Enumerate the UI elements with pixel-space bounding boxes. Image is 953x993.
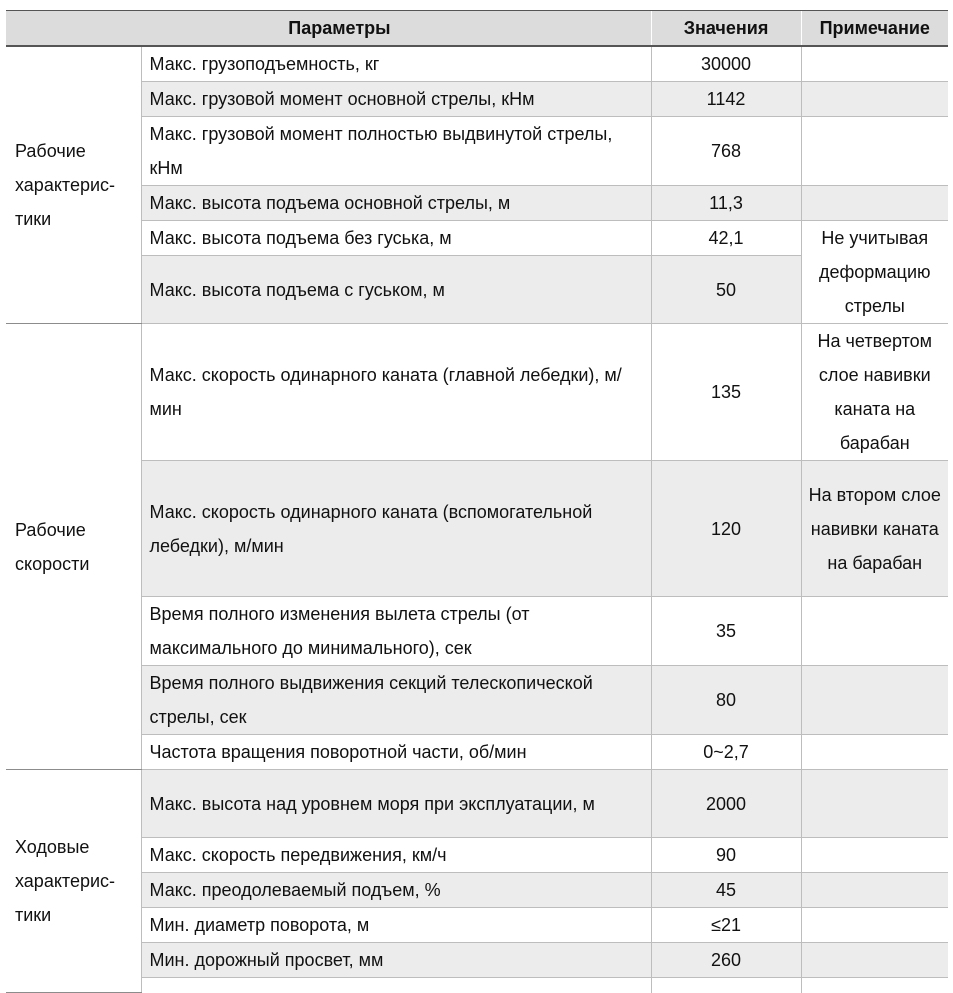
table-row (6, 908, 948, 943)
value-cell: 42,1 (651, 221, 801, 256)
note-cell (801, 908, 948, 943)
param-cell: Макс. высота над уровнем моря при эксплуатации, м (141, 770, 651, 838)
value-cell: 0~2,7 (651, 735, 801, 770)
note-cell-main-winch: На четвертом слое навивки каната на барабан (801, 324, 948, 461)
group-working-speeds: Рабочие скорости (6, 324, 141, 770)
value-cell: 45 (651, 873, 801, 908)
param-cell: Время полного выдвижения секций телескопической стрелы, сек (141, 666, 651, 735)
param-cell: Макс. скорость одинарного каната (вспомогательной лебедки), м/мин (141, 461, 651, 597)
param-cell: Мин. дорожный просвет, мм (141, 943, 651, 978)
value-cell: 50 (651, 256, 801, 324)
note-cell (801, 666, 948, 735)
note-cell (801, 46, 948, 82)
param-cell: Макс. высота подъема основной стрелы, м (141, 186, 651, 221)
value-cell: ≤21 (651, 908, 801, 943)
table-header-row (6, 11, 948, 47)
table-row (6, 82, 948, 117)
table-row (6, 873, 948, 908)
value-cell: 1142 (651, 82, 801, 117)
header-params: Параметры (6, 11, 651, 47)
note-cell (801, 873, 948, 908)
param-cell: Макс. преодолеваемый подъем, % (141, 873, 651, 908)
value-cell (651, 978, 801, 993)
param-cell: Макс. скорость одинарного каната (главной лебедки), м/мин (141, 324, 651, 461)
value-cell: 2000 (651, 770, 801, 838)
note-cell (801, 838, 948, 873)
param-cell: Макс. грузовой момент полностью выдвинутой стрелы, кНм (141, 117, 651, 186)
param-cell: Макс. высота подъема без гуська, м (141, 221, 651, 256)
table-row (6, 117, 948, 186)
note-cell (801, 117, 948, 186)
param-cell: Макс. высота подъема с гуськом, м (141, 256, 651, 324)
header-values: Значения (651, 11, 801, 47)
value-cell: 768 (651, 117, 801, 186)
note-cell-lift: Не учитывая деформацию стрелы (801, 221, 948, 324)
value-cell: 260 (651, 943, 801, 978)
table-row (6, 666, 948, 735)
table-row (6, 838, 948, 873)
param-cell: Макс. скорость передвижения, км/ч (141, 838, 651, 873)
specifications-table (6, 10, 948, 993)
table-row-partial (6, 978, 948, 993)
value-cell: 135 (651, 324, 801, 461)
param-cell: Макс. грузовой момент основной стрелы, кНм (141, 82, 651, 117)
value-cell: 80 (651, 666, 801, 735)
value-cell: 11,3 (651, 186, 801, 221)
table-row (6, 186, 948, 221)
table-row (6, 221, 948, 256)
table-row (6, 597, 948, 666)
group-driving-characteristics: Ходовые характерис-тики (6, 770, 141, 993)
param-cell: Частота вращения поворотной части, об/мин (141, 735, 651, 770)
param-cell: Макс. грузоподъемность, кг (141, 46, 651, 82)
param-cell: Мин. диаметр поворота, м (141, 908, 651, 943)
table-row (6, 46, 948, 82)
table-row (6, 943, 948, 978)
param-cell: Время полного изменения вылета стрелы (от максимального до минимального), сек (141, 597, 651, 666)
note-cell (801, 597, 948, 666)
table-row (6, 324, 948, 461)
note-cell (801, 978, 948, 993)
value-cell: 90 (651, 838, 801, 873)
note-cell (801, 943, 948, 978)
param-cell (141, 978, 651, 993)
value-cell: 120 (651, 461, 801, 597)
note-cell (801, 770, 948, 838)
table-row (6, 735, 948, 770)
note-cell (801, 735, 948, 770)
note-cell-aux-winch: На втором слое навивки каната на барабан (801, 461, 948, 597)
table-row (6, 770, 948, 838)
note-cell (801, 186, 948, 221)
value-cell: 30000 (651, 46, 801, 82)
group-working-characteristics: Рабочие характерис-тики (6, 46, 141, 324)
value-cell: 35 (651, 597, 801, 666)
header-note: Примечание (801, 11, 948, 47)
table-row (6, 461, 948, 597)
note-cell (801, 82, 948, 117)
